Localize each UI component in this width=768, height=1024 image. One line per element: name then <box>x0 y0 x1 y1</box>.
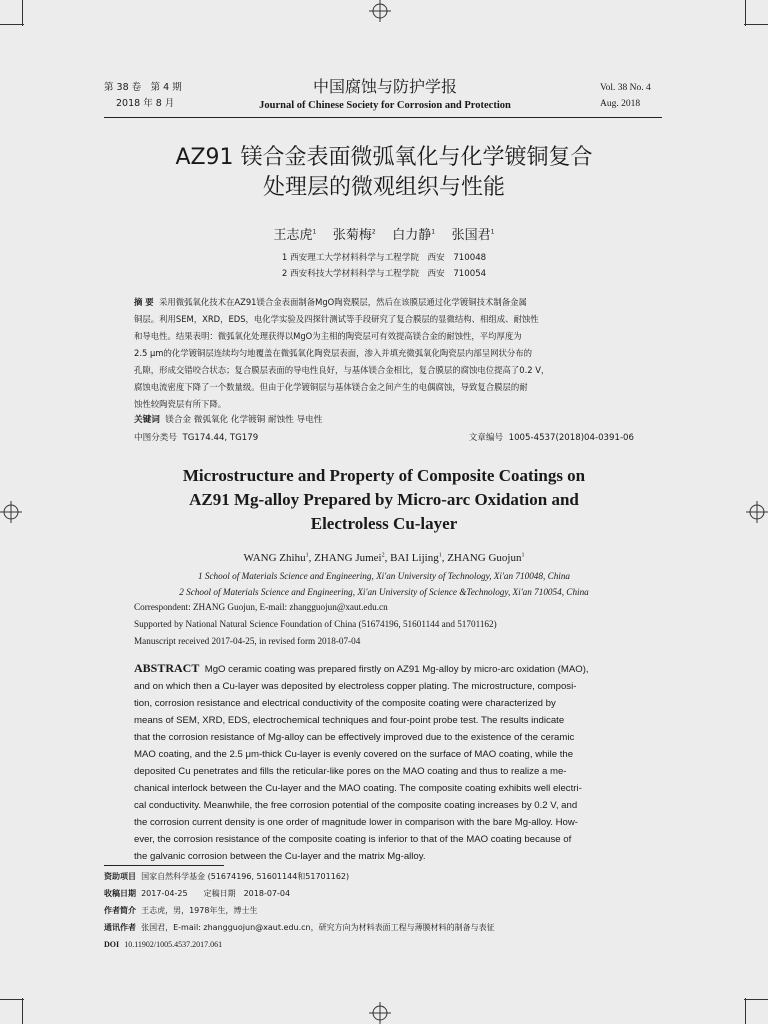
footnote-doi: DOI 10.11902/1005.4537.2017.061 <box>104 940 223 949</box>
affiliation-en: 1 School of Materials Science and Engineering, Xi'an University of Technology, Xi'an 710048, China <box>197 571 571 581</box>
affiliation-cn: 2 西安科技大学材料科学与工程学院 西安 710054 <box>281 269 487 279</box>
crop-mark <box>22 0 23 26</box>
authors-cn <box>150 224 618 245</box>
header-volume-cn: 第 38 卷 第 4 期 <box>104 82 182 93</box>
affiliations-cn <box>200 250 568 282</box>
footnote-author-bio: 作者简介 王志虎，男，1978年生，博士生 <box>104 906 258 915</box>
keywords-cn <box>134 412 634 428</box>
keywords-cn-text: 镁合金 微弧氧化 化学镀铜 耐蚀性 导电性 <box>165 415 323 425</box>
abstract-en-line: deposited Cu penetrates and fills the reticular-like pores on the MAO coating and thus to realize a me- <box>134 766 567 777</box>
footnotes <box>104 868 664 953</box>
registration-mark-icon <box>746 501 768 523</box>
abstract-cn-line: 腐蚀电流密度下降了一个数量级。但由于化学镀铜层与基体镁合金之间产生的电偶腐蚀，导致复合膜层的耐 <box>134 382 528 392</box>
author-cn: 王志虎$^1$ <box>273 228 317 244</box>
header-center <box>210 76 560 114</box>
funding: Supported by National Natural Science Foundation of China (51674196, 51601144 and 51701162) <box>134 619 497 629</box>
registration-mark-icon <box>0 501 22 523</box>
header-left <box>104 80 182 112</box>
footnote-funding: 资助项目 国家自然科学基金 (51674196, 51601144和51701162) <box>104 872 350 881</box>
abstract-en <box>134 660 634 865</box>
registration-mark-icon <box>369 0 391 22</box>
affiliations-en <box>134 568 634 600</box>
crop-mark <box>22 998 23 1024</box>
abstract-en-line: the corrosion current density is one order of magnitude lower in comparison with the bare Mg-alloy. How- <box>134 817 579 828</box>
abstract-en-line: cal conductivity. Meanwhile, the free corrosion potential of the composite coating increases by 0.2 V, and <box>134 800 578 811</box>
correspondence-block <box>134 599 634 650</box>
abstract-cn-line: 蚀性较陶瓷层有所下降。 <box>134 399 227 409</box>
title-cn-line: 处理层的微观组织与性能 <box>262 175 505 200</box>
footnote-dates: 收稿日期 2017-04-25 定稿日期 2018-07-04 <box>104 889 291 898</box>
crop-mark <box>744 999 768 1000</box>
crop-mark <box>0 999 24 1000</box>
title-en <box>100 464 668 536</box>
title-en-line: Electroless Cu-layer <box>310 514 458 533</box>
article-no-value: 1005-4537(2018)04-0391-06 <box>508 433 634 443</box>
footnote-rule <box>104 865 224 866</box>
crop-mark <box>0 24 24 25</box>
title-cn <box>100 143 668 203</box>
author-en: ZHANG Jumei$^2$, <box>314 551 391 564</box>
affiliation-en: 2 School of Materials Science and Engineering, Xi'an University of Science &Technology, Xi'an 710054, China <box>179 587 589 597</box>
abstract-cn-label: 摘 要 <box>134 297 154 307</box>
article-no-label: 文章编号 <box>468 433 504 443</box>
abstract-cn-line: 和导电性。结果表明：微弧氧化处理获得以MgO为主相的陶瓷层可有效提高镁合金的耐蚀性，平均厚度为 <box>134 331 522 341</box>
manuscript-dates: Manuscript received 2017-04-25, in revised form 2018-07-04 <box>134 636 361 646</box>
abstract-cn-line: 铜层。利用SEM，XRD，EDS，电化学实验及四探针测试等手段研究了复合膜层的显微结构、相组成、耐蚀性 <box>134 314 539 324</box>
classification-row <box>134 430 634 446</box>
abstract-cn-line: 孔隙，形成交错咬合状态；复合膜层表面的导电性良好，与基体镁合金相比，复合膜层的腐蚀电位提高了0.2 V， <box>134 365 550 375</box>
author-cn: 张国君$^1$ <box>451 228 495 244</box>
registration-mark-icon <box>369 1002 391 1024</box>
abstract-en-line: means of SEM, XRD, EDS, electrochemical techniques and four-point probe test. The results indicate <box>134 715 565 726</box>
abstract-en-label: ABSTRACT <box>134 661 200 675</box>
header-right <box>600 80 651 112</box>
abstract-en-line: ever, the corrosion resistance of the composite coating is inferior to that of the MAO coating because of <box>134 834 572 845</box>
header-date-cn: 2018 年 8 月 <box>116 98 175 109</box>
header-date-en: Aug. 2018 <box>600 99 641 109</box>
abstract-en-line: the galvanic corrosion between the Cu-layer and the matrix Mg-alloy. <box>134 851 426 862</box>
abstract-en-line: that the corrosion resistance of Mg-alloy can be effectively improved due to the existence of the ceramic <box>134 732 575 743</box>
abstract-en-line: MAO coating, and the 2.5 μm-thick Cu-layer is evenly covered on the surface of MAO coating, while the <box>134 749 574 760</box>
author-en: WANG Zhihu$^1$, <box>243 551 315 564</box>
clc-label: 中图分类号 <box>134 433 177 443</box>
footnote-corresponding: 通讯作者 张国君，E-mail: zhangguojun@xaut.edu.cn，研究方向为材料表面工程与薄膜材料的制备与表征 <box>104 923 495 932</box>
clc-value: TG174.44, TG179 <box>182 433 259 443</box>
title-cn-line: AZ91 镁合金表面微弧氧化与化学镀铜复合 <box>175 145 593 170</box>
author-cn: 张菊梅$^2$ <box>332 228 376 244</box>
abstract-en-line: MgO ceramic coating was prepared firstly on AZ91 Mg-alloy by micro-arc oxidation (MAO), <box>204 664 589 675</box>
crop-mark <box>745 0 746 26</box>
keywords-cn-label: 关键词 <box>134 415 160 425</box>
title-en-line: Microstructure and Property of Composite Coatings on <box>182 466 586 485</box>
abstract-en-line: and on which then a Cu-layer was deposited by electroless copper plating. The microstructure, composi- <box>134 681 577 692</box>
author-en: ZHANG Guojun$^1$ <box>447 551 525 564</box>
correspondent: Correspondent: ZHANG Guojun, E-mail: zhangguojun@xaut.edu.cn <box>134 602 388 612</box>
title-en-line: AZ91 Mg-alloy Prepared by Micro-arc Oxidation and <box>189 490 579 509</box>
header-volume-en: Vol. 38 No. 4 <box>600 83 651 93</box>
crop-mark <box>744 24 768 25</box>
abstract-en-line: chanical interlock between the Cu-layer and the MAO coating. The composite coating exhibits well electri- <box>134 783 582 794</box>
authors-en <box>134 547 634 566</box>
author-cn: 白力静$^1$ <box>392 228 436 244</box>
abstract-en-line: tion, corrosion resistance and electrical conductivity of the composite coating were characterized by <box>134 698 556 709</box>
abstract-cn-line: 采用微弧氧化技术在AZ91镁合金表面制备MgO陶瓷膜层，然后在该膜层通过化学镀铜技术制备金属 <box>159 297 527 307</box>
author-en: BAI Lijing$^1$, <box>390 551 448 564</box>
abstract-cn-line: 2.5 μm的化学镀铜层连续均匀地覆盖在微弧氧化陶瓷层表面，渗入并填充微弧氧化陶瓷层内部呈网状分布的 <box>134 348 532 358</box>
header-rule <box>104 117 662 118</box>
crop-mark <box>745 998 746 1024</box>
journal-name-cn: 中国腐蚀与防护学报 <box>312 77 457 96</box>
abstract-cn <box>134 294 634 413</box>
affiliation-cn: 1 西安理工大学材料科学与工程学院 西安 710048 <box>281 253 487 263</box>
journal-name-en: Journal of Chinese Society for Corrosion and Protection <box>259 100 511 111</box>
